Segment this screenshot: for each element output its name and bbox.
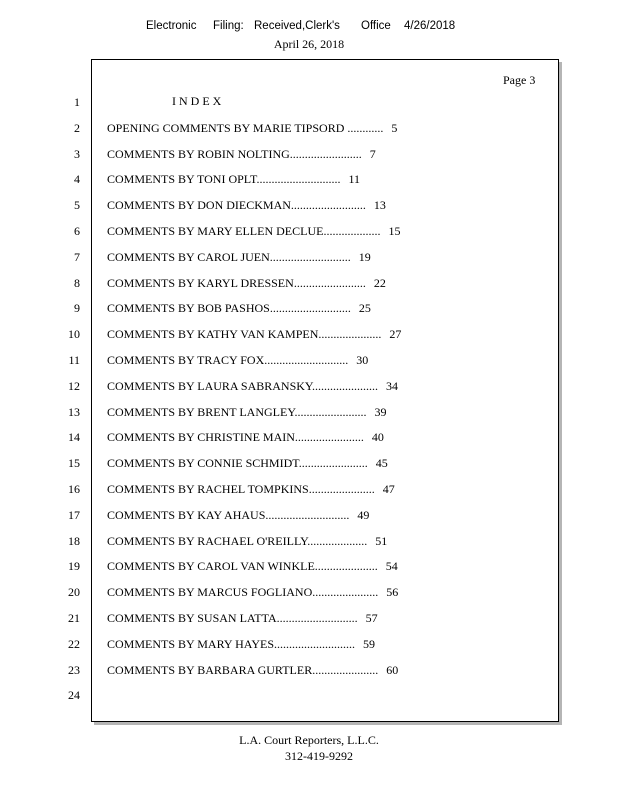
line-number: 16 [68,482,80,496]
entry-leader-dots: .................... [307,533,368,548]
stamp-office: Office [361,20,391,32]
entry-title: COMMENTS BY BARBARA GURTLER [107,662,313,677]
entry-leader-dots: ............................ [256,172,341,187]
index-entry [107,147,376,161]
entry-title: COMMENTS BY KARYL DRESSEN [107,275,294,290]
entry-page-number: 27 [389,327,402,342]
entry-leader-dots: ...................... [312,662,379,677]
entry-title: COMMENTS BY SUSAN LATTA [107,611,277,625]
line-number: 15 [68,456,80,471]
entry-title: COMMENTS BY CONNIE SCHMIDT [107,456,299,471]
line-number: 7 [74,249,80,264]
index-entry [107,121,397,135]
index-entry [107,224,400,238]
entry-title: COMMENTS BY MARCUS FOGLIANO [107,585,313,600]
line-number: 6 [74,224,80,238]
entry-leader-dots: ...................... [308,482,375,496]
entry-page-number: 39 [374,404,387,419]
stamp-electronic: Electronic [146,20,197,32]
index-entry [107,276,386,290]
filing-date-line: April 26, 2018 [273,37,345,51]
entry-leader-dots: ........................ [294,404,367,419]
index-entry [107,172,360,186]
entry-title: COMMENTS BY BRENT LANGLEY [107,404,295,419]
index-title: INDEX [172,94,225,108]
stamp-filing: Filing: [213,20,244,32]
entry-leader-dots: ......................... [290,198,366,213]
entry-leader-dots: ........................... [274,636,356,651]
stamp-received: Received,Clerk's [254,20,340,32]
entry-page-number: 47 [382,482,395,496]
line-number: 5 [74,198,80,213]
line-number: 19 [68,559,80,574]
entry-leader-dots: ..................... [314,559,378,574]
index-entry [107,637,375,651]
entry-title: COMMENTS BY BOB PASHOS [107,301,270,316]
entry-title: COMMENTS BY MARY ELLEN DECLUE [107,224,324,238]
line-number: 17 [68,507,80,522]
index-entry [107,456,388,470]
entry-page-number: 34 [386,378,399,393]
index-entry [107,482,395,496]
entry-page-number: 19 [358,249,371,264]
entry-leader-dots: ............ [344,120,384,135]
index-entry [107,611,378,625]
entry-title: COMMENTS BY MARY HAYES [107,636,275,651]
line-number: 18 [68,533,80,548]
entry-title: COMMENTS BY KAY AHAUS [107,507,266,522]
entry-page-number: 40 [371,430,384,445]
line-number: 20 [68,585,80,600]
entry-leader-dots: ....................... [294,430,364,445]
entry-page-number: 15 [388,224,401,238]
entry-page-number: 13 [373,198,386,213]
line-number: 21 [68,611,80,625]
entry-page-number: 5 [391,120,398,135]
entry-title: COMMENTS BY CAROL VAN WINKLE [107,559,315,574]
entry-page-number: 22 [373,275,386,290]
entry-title: COMMENTS BY ROBIN NOLTING [107,146,290,161]
entry-page-number: 30 [356,353,369,367]
line-number: 4 [74,172,80,187]
index-entry [107,585,398,599]
entry-title: COMMENTS BY CHRISTINE MAIN [107,430,295,445]
line-number: 24 [68,688,80,703]
entry-leader-dots: ........................ [289,146,362,161]
entry-leader-dots: ........................... [269,301,351,316]
line-number: 1 [74,95,80,109]
entry-page-number: 51 [375,533,388,548]
entry-leader-dots: ............................ [264,353,349,367]
line-number: 23 [68,662,80,677]
entry-leader-dots: ............................ [265,507,350,522]
index-entry [107,405,386,419]
line-number: 9 [74,301,80,316]
entry-page-number: 45 [375,456,388,471]
entry-leader-dots: ...................... [312,585,379,600]
entry-leader-dots: ...................... [312,378,379,393]
line-number: 11 [68,353,80,367]
line-number: 10 [68,327,80,342]
entry-page-number: 11 [348,172,361,187]
page-number: Page 3 [503,73,536,87]
index-entry [107,198,386,212]
index-entry [107,663,398,677]
line-number: 22 [68,636,80,651]
index-entry [107,353,368,367]
entry-title: COMMENTS BY RACHEL TOMPKINS [107,482,309,496]
footer-phone: 312-419-9292 [285,749,353,763]
index-entry [107,534,387,548]
entry-title: COMMENTS BY TONI OPLT [107,172,257,187]
entry-page-number: 25 [358,301,371,316]
line-number: 12 [68,378,80,393]
entry-page-number: 56 [386,585,399,600]
entry-leader-dots: ........................... [269,249,351,264]
index-entry [107,327,401,341]
entry-title: COMMENTS BY LAURA SABRANSKY [107,378,313,393]
entry-leader-dots: ................... [323,224,381,238]
line-number: 14 [68,430,80,445]
entry-page-number: 49 [357,507,370,522]
index-entry [107,430,384,444]
entry-page-number: 60 [386,662,399,677]
entry-title: OPENING COMMENTS BY MARIE TIPSORD [107,120,345,135]
index-entry [107,559,398,573]
entry-page-number: 54 [385,559,398,574]
entry-title: COMMENTS BY CAROL JUEN [107,249,270,264]
entry-leader-dots: ..................... [318,327,382,342]
entry-page-number: 57 [365,611,378,625]
entry-page-number: 7 [369,146,376,161]
index-entry [107,301,371,315]
footer-company: L.A. Court Reporters, L.L.C. [239,733,379,747]
entry-title: COMMENTS BY DON DIECKMAN [107,198,291,213]
line-number: 8 [74,275,80,290]
entry-title: COMMENTS BY KATHY VAN KAMPEN [107,327,319,342]
stamp-date: 4/26/2018 [404,20,456,32]
index-entry [107,508,369,522]
entry-page-number: 59 [363,636,376,651]
index-entry [107,250,371,264]
index-entry [107,379,398,393]
line-number: 2 [74,120,80,135]
entry-leader-dots: ........................... [276,611,358,625]
entry-title: COMMENTS BY RACHAEL O'REILLY [107,533,308,548]
entry-leader-dots: ....................... [298,456,368,471]
entry-leader-dots: ........................ [293,275,366,290]
line-number: 13 [68,404,80,419]
entry-title: COMMENTS BY TRACY FOX [107,353,265,367]
line-number: 3 [74,146,80,161]
